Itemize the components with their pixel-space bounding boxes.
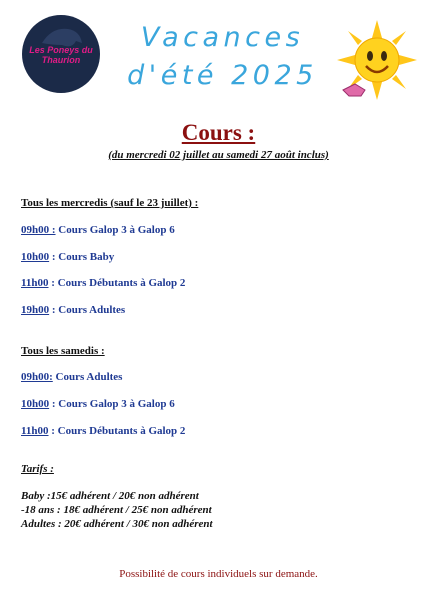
schedule-time: 11h00	[21, 277, 49, 289]
cours-title: Cours :	[181, 120, 256, 145]
wednesday-heading: Tous les mercredis (sauf le 23 juillet) :	[21, 197, 199, 209]
schedule-desc: : Cours Débutants à Galop 2	[48, 425, 186, 437]
page-title-line2: d'été 2025	[127, 60, 318, 91]
schedule-desc: Cours Adultes	[52, 371, 123, 383]
tarif-line: -18 ans : 18€ adhérent / 25€ non adhérent	[21, 504, 212, 516]
schedule-row	[21, 398, 175, 410]
footer-note: Possibilité de cours individuels sur demande.	[119, 568, 318, 580]
schedule-time: 09h00:	[21, 371, 53, 383]
schedule-row	[21, 304, 125, 316]
schedule-desc: Cours Galop 3 à Galop 6	[55, 224, 175, 236]
sun-with-sunglasses-icon	[337, 20, 417, 100]
schedule-time: 10h00	[21, 398, 50, 410]
schedule-desc: : Cours Baby	[49, 251, 115, 263]
schedule-row	[21, 277, 185, 289]
saturday-heading: Tous les samedis :	[21, 345, 105, 357]
tarifs-label: Tarifs :	[21, 463, 54, 475]
schedule-desc: : Cours Adultes	[49, 304, 126, 316]
logo-text: Les Poneys du Thaurion	[29, 45, 93, 65]
schedule-desc: : Cours Débutants à Galop 2	[48, 277, 186, 289]
schedule-time: 11h00	[21, 425, 49, 437]
cours-subtitle: (du mercredi 02 juillet au samedi 27 août inclus)	[108, 149, 329, 161]
schedule-time: 09h00 :	[21, 224, 56, 236]
schedule-time: 10h00	[21, 251, 50, 263]
page-title-line1: Vacances	[140, 22, 305, 53]
tarif-line: Baby :15€ adhérent / 20€ non adhérent	[21, 490, 199, 502]
schedule-row	[21, 425, 185, 437]
schedule-row	[21, 251, 114, 263]
schedule-row	[21, 371, 122, 383]
schedule-time: 19h00	[21, 304, 50, 316]
club-logo	[22, 15, 100, 93]
schedule-desc: : Cours Galop 3 à Galop 6	[49, 398, 175, 410]
schedule-row	[21, 224, 175, 236]
tarif-line: Adultes : 20€ adhérent / 30€ non adhérent	[21, 518, 213, 530]
